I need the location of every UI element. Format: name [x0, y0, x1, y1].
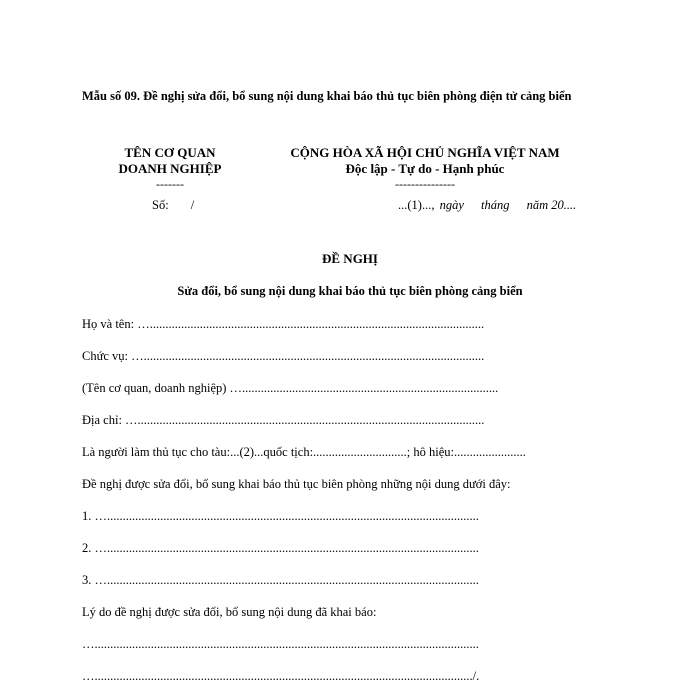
request-item-2: 2. ….......................................................................................................................	[82, 541, 479, 555]
document-date	[398, 198, 576, 213]
field-ship-info: Là người làm thủ tục cho tàu:...(2)...quốc tịch:..............................; hô hiệu:.......................	[82, 445, 526, 459]
country-name: CỘNG HÒA XÃ HỘI CHỦ NGHĨA VIỆT NAM	[290, 145, 560, 160]
reason-line-2: …........................................................................................................................./.	[82, 669, 480, 683]
date-month: tháng	[481, 198, 510, 212]
reason-label: Lý do đề nghị được sửa đổi, bổ sung nội dung đã khai báo:	[82, 605, 377, 619]
organization-name-line2: DOANH NGHIỆP	[118, 161, 222, 176]
field-address: Địa chỉ: …...............................................................................................................	[82, 413, 485, 427]
header-national-motto	[270, 145, 580, 191]
national-motto: Độc lập - Tự do - Hạnh phúc	[345, 161, 505, 176]
number-slash: /	[190, 198, 195, 212]
request-intro: Đề nghị được sửa đổi, bổ sung khai báo thủ tục biên phòng những nội dung dưới đây:	[82, 477, 511, 491]
number-label: Số:	[152, 198, 169, 212]
date-place: ...(1)...,	[398, 198, 435, 212]
form-title: Mẫu số 09. Đề nghị sửa đổi, bổ sung nội dung khai báo thủ tục biên phòng điện tử cảng biển	[82, 89, 572, 103]
date-year: năm 20....	[526, 198, 577, 212]
document-number	[152, 198, 194, 213]
reason-line-1: …...........................................................................................................................	[82, 637, 479, 651]
organization-name-line1: TÊN CƠ QUAN	[124, 145, 216, 160]
request-item-3: 3. ….......................................................................................................................	[82, 573, 479, 587]
date-day: ngày	[439, 198, 464, 212]
field-organization: (Tên cơ quan, doanh nghiệp) …..................................................................................	[82, 381, 499, 395]
motto-divider: ---------------	[395, 177, 455, 191]
document-subtitle: Sửa đổi, bổ sung nội dung khai báo thủ tục biên phòng cảng biển	[177, 284, 523, 298]
organization-divider: -------	[156, 177, 184, 191]
field-position: Chức vụ: ….............................................................................................................	[82, 349, 485, 363]
header-organization	[100, 145, 240, 191]
document-title: ĐỀ NGHỊ	[322, 251, 378, 266]
field-full-name: Họ và tên: …...........................................................................................................	[82, 317, 485, 331]
request-item-1: 1. ….......................................................................................................................	[82, 509, 479, 523]
